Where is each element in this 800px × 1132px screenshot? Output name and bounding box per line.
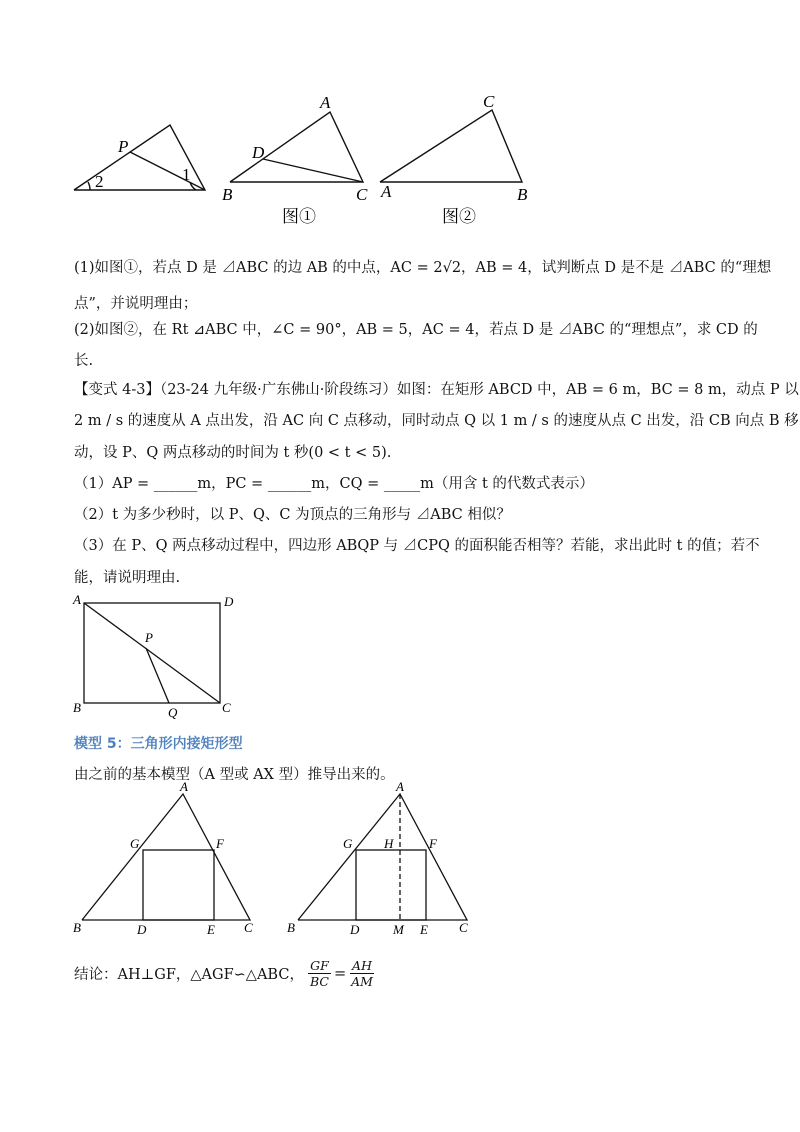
label-fig1-c: C	[356, 185, 368, 204]
fraction-1-denominator: BC	[309, 974, 329, 989]
label-rect-p: P	[145, 630, 153, 645]
inscribed-rectangle-figures	[0, 780, 800, 940]
question-2: （2）t 为多少秒时，以 P、Q、C 为顶点的三角形与 ⊿ABC 相似？	[74, 507, 511, 523]
label-fig2-a: A	[381, 182, 392, 201]
label-right-d: D	[350, 922, 360, 937]
variant-line-3: 动，设 P、Q 两点移动的时间为 t 秒(0 < t < 5).	[74, 445, 392, 461]
fraction-1-numerator: GF	[310, 958, 329, 973]
label-right-a: A	[396, 780, 404, 794]
label-rect-a: A	[73, 592, 81, 607]
model-5-heading: 模型 5：三角形内接矩形型	[74, 736, 243, 752]
label-right-c: C	[459, 920, 468, 935]
fraction-2-numerator: AH	[352, 958, 372, 973]
fraction-gf-bc	[308, 958, 331, 989]
label-left-c: C	[244, 920, 253, 935]
label-rect-c: C	[222, 700, 231, 715]
question-3-line-1: （3）在 P、Q 两点移动过程中，四边形 ABQP 与 ⊿CPQ 的面积能否相等？若能，求出此时 t 的值；若不	[74, 538, 760, 554]
problem-2-line-2: 长.	[74, 353, 94, 369]
label-rect-q: Q	[168, 705, 178, 720]
label-p: P	[118, 137, 129, 156]
problem-2-line-1: (2)如图②，在 Rt ⊿ABC 中，∠C = 90°，AB = 5，AC = 4，若点 D 是 ⊿ABC 的“理想点”，求 CD 的	[74, 322, 758, 338]
label-right-f: F	[429, 836, 437, 851]
label-left-e: E	[207, 922, 215, 937]
label-left-f: F	[216, 836, 224, 851]
label-left-d: D	[137, 922, 147, 937]
label-angle-2: 2	[95, 172, 104, 191]
label-right-g: G	[343, 836, 353, 851]
fraction-ah-am	[349, 958, 375, 989]
label-fig1-d: D	[252, 143, 265, 162]
label-right-h: H	[384, 836, 394, 851]
label-fig1-a: A	[320, 93, 331, 112]
variant-line-1: 【变式 4-3】（23-24 九年级·广东佛山·阶段练习）如图：在矩形 ABCD 中，AB = 6 m，BC = 8 m，动点 P 以	[74, 382, 799, 398]
caption-fig2: 图②	[442, 207, 476, 226]
problem-1-line-2: 点”，并说明理由；	[74, 296, 198, 312]
label-rect-d: D	[224, 594, 234, 609]
label-left-a: A	[180, 780, 188, 794]
label-fig2-c: C	[483, 92, 495, 111]
caption-fig1: 图①	[282, 207, 316, 226]
label-left-b: B	[73, 920, 81, 935]
equals-sign: =	[333, 965, 347, 982]
label-angle-1: 1	[182, 165, 191, 184]
question-1: （1）AP = ______m，PC = ______m，CQ = _____m（用含 t 的代数式表示）	[74, 476, 594, 492]
label-right-m: M	[393, 922, 404, 937]
label-left-g: G	[130, 836, 140, 851]
label-fig2-b: B	[517, 185, 528, 204]
label-right-e: E	[420, 922, 428, 937]
problem-1-line-1: (1)如图①，若点 D 是 ⊿ABC 的边 AB 的中点，AC = 2√2，AB = 4，试判断点 D 是不是 ⊿ABC 的“理想	[74, 260, 772, 276]
label-fig1-b: B	[222, 185, 233, 204]
label-rect-b: B	[73, 700, 81, 715]
figure-1-triangle	[230, 112, 363, 182]
triangle-left	[82, 794, 250, 920]
fraction-2-denominator: AM	[351, 974, 373, 989]
variant-line-2: 2 m / s 的速度从 A 点出发，沿 AC 向 C 点移动，同时动点 Q 以 1 m / s 的速度从点 C 出发，沿 CB 向点 B 移	[74, 413, 799, 429]
label-right-b: B	[287, 920, 295, 935]
conclusion-prefix: 结论：AH⊥GF，△AGF∽△ABC，	[74, 967, 304, 983]
model-5-intro: 由之前的基本模型（A 型或 AX 型）推导出来的。	[74, 767, 395, 783]
figure-2-triangle	[380, 110, 522, 182]
conclusion	[74, 958, 375, 989]
question-3-line-2: 能，请说明理由.	[74, 570, 181, 586]
triangle-right	[298, 794, 467, 920]
rectangle-figure	[0, 590, 800, 720]
